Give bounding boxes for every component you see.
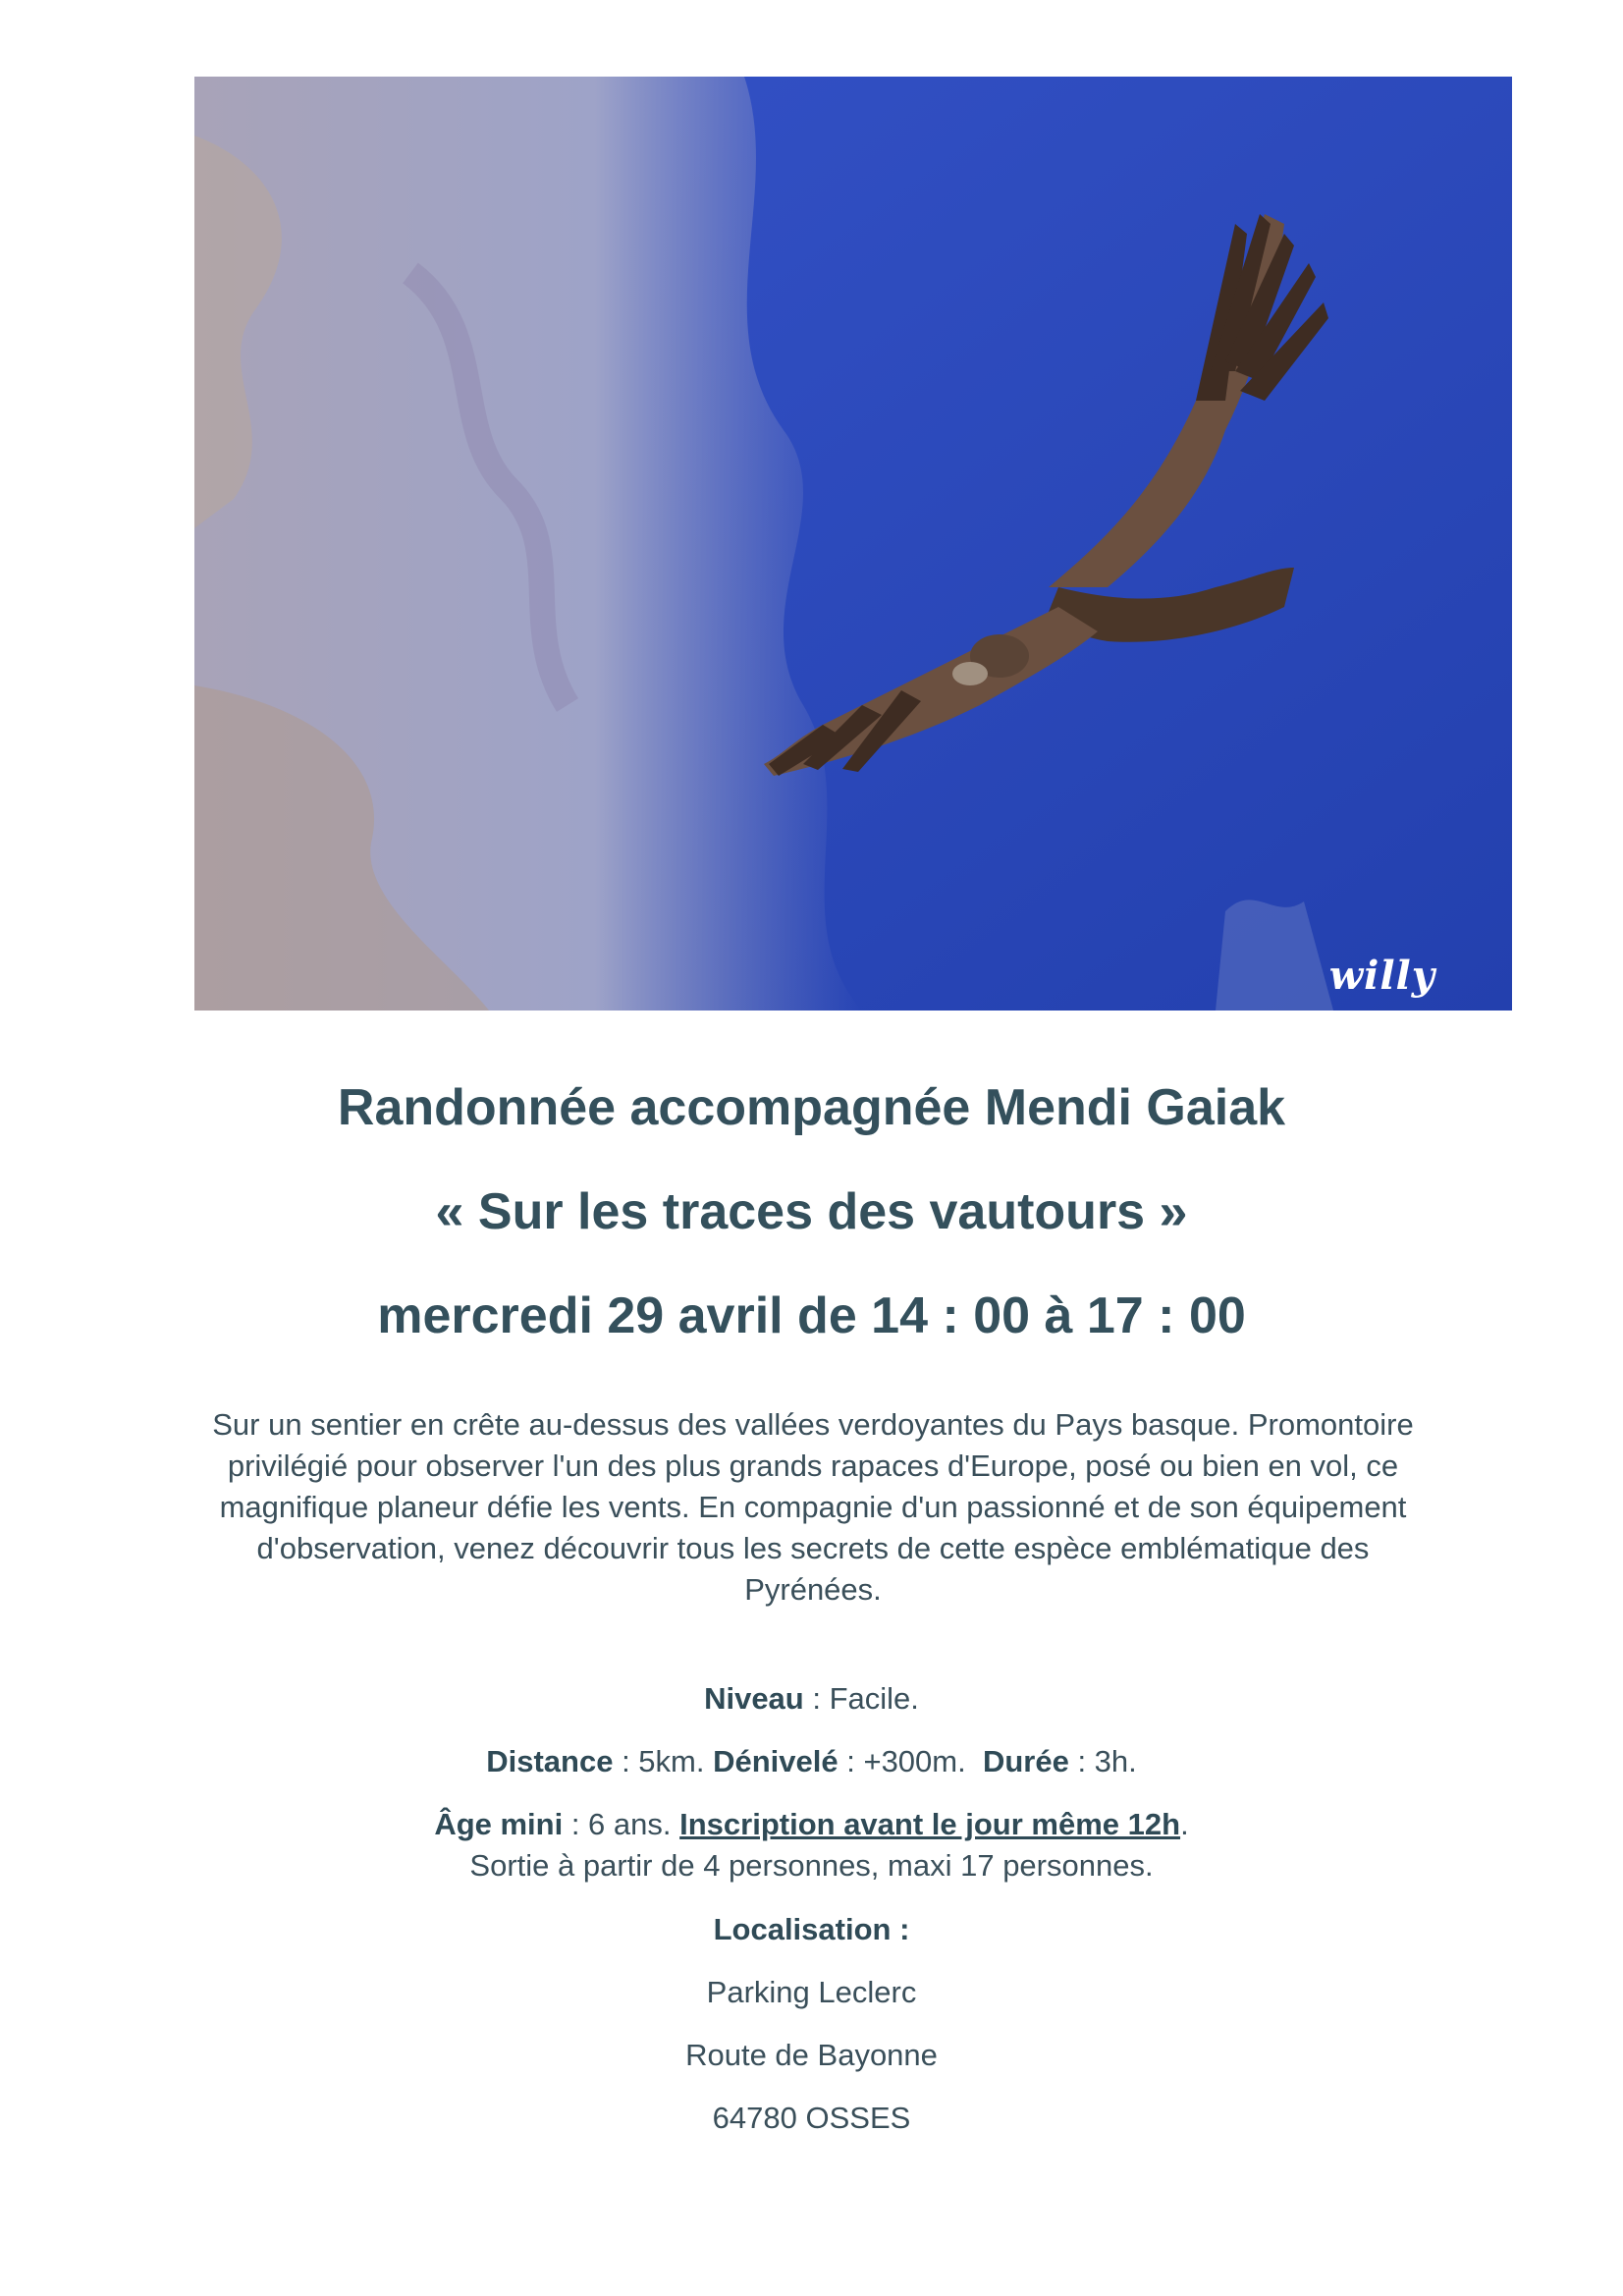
photo-signature: willy: [1328, 953, 1435, 999]
distance-value: : 5km.: [613, 1744, 714, 1778]
niveau-value: : Facile.: [803, 1681, 919, 1716]
vulture-photo: [194, 77, 1512, 1011]
distance-label: Distance: [486, 1744, 614, 1778]
event-description: Sur un sentier en crête au-dessus des vallées verdoyantes du Pays basque. Promontoire privilégié pour observer l'un des plus grands rapaces d'Europe, posé ou bien en vol, ce magnifique planeur défie les vents. En compagnie d'un passionné et de son équipement d'observation, venez découvrir tous les secrets de cette espèce emblématique des Pyrénées.: [212, 1407, 1414, 1607]
sortie-line: Sortie à partir de 4 personnes, maxi 17 personnes.: [469, 1848, 1154, 1883]
duree-value: : 3h.: [1068, 1744, 1137, 1778]
location-line-2: Route de Bayonne: [685, 2038, 938, 2072]
inscription-deadline: Inscription avant le jour même 12h: [679, 1807, 1181, 1841]
age-label: Âge mini: [434, 1807, 564, 1841]
event-subtitle: « Sur les traces des vautours »: [435, 1183, 1188, 1240]
denivele-value: : +300m.: [838, 1744, 983, 1778]
duree-label: Durée: [982, 1744, 1069, 1778]
denivele-label: Dénivelé: [713, 1744, 839, 1778]
age-value: : 6 ans.: [563, 1807, 680, 1841]
inscription-end: .: [1180, 1807, 1189, 1841]
distance-line: [0, 1741, 1623, 1782]
location-label: Localisation :: [713, 1912, 910, 1946]
niveau-label: Niveau: [704, 1681, 804, 1716]
location-heading: [0, 1909, 1623, 1950]
event-title: Randonnée accompagnée Mendi Gaiak: [337, 1079, 1286, 1136]
location-line-1: Parking Leclerc: [706, 1975, 917, 2009]
event-date: mercredi 29 avril de 14 : 00 à 17 : 00: [377, 1287, 1246, 1344]
vulture-illustration: [194, 77, 1512, 1011]
location-line-3: 64780 OSSES: [712, 2101, 911, 2135]
age-line: [0, 1804, 1623, 1845]
niveau-line: [0, 1678, 1623, 1720]
